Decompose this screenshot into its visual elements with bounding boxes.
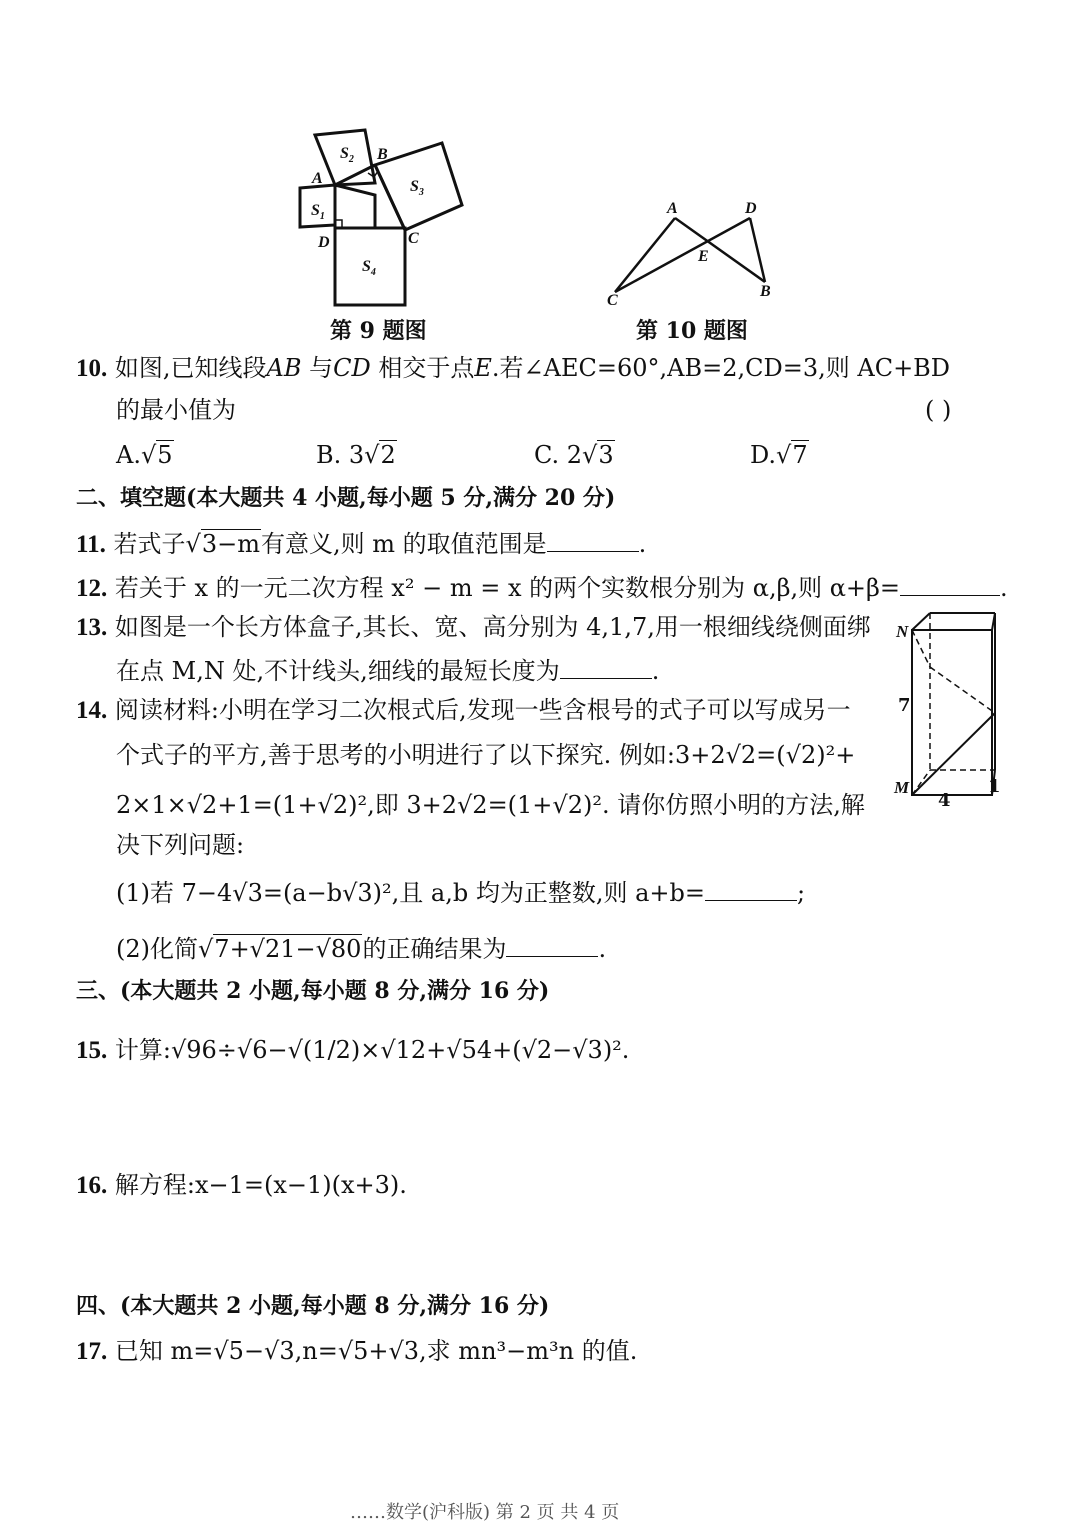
fig9-label-b: B <box>377 146 388 163</box>
section-2-heading: 二、填空题(本大题共 4 小题,每小题 5 分,满分 20 分) <box>76 485 616 511</box>
fig13-label-length: 4 <box>938 790 951 811</box>
option-c: C. 2√3 <box>534 441 614 469</box>
fig10-label-c: C <box>607 292 618 309</box>
question-13-line2: 在点 M,N 处,不计线头,细线的最短长度为 . <box>116 657 660 685</box>
fig10-label-d: D <box>745 200 757 217</box>
question-number: 10. <box>76 355 108 382</box>
fig9-label-s1: $S_1$ <box>311 202 325 223</box>
option-d: D.√7 <box>750 441 808 469</box>
fig9-label-s2: $S_2$ <box>340 145 354 166</box>
fig10-caption: 第 10 题图 <box>636 318 748 344</box>
question-16: 16. 解方程:x−1=(x−1)(x+3). <box>76 1171 407 1199</box>
question-14-part2: (2)化简√7+√21−√80的正确结果为 . <box>116 935 607 963</box>
answer-blank[interactable] <box>506 934 598 957</box>
question-14-part1: (1)若 7−4√3=(a−b√3)²,且 a,b 均为正整数,则 a+b= ; <box>116 879 806 907</box>
fig9-label-s4: $S_4$ <box>362 258 376 279</box>
question-15: 15. 计算:√96÷√6−√(1/2)×√12+√54+(√2−√3)². <box>76 1036 630 1064</box>
question-14-line1: 14. 阅读材料:小明在学习二次根式后,发现一些含根号的式子可以写成另一 <box>76 696 851 724</box>
answer-blank[interactable] <box>900 573 1000 596</box>
question-12: 12. 若关于 x 的一元二次方程 x² − m = x 的两个实数根分别为 α,β,则 α+β= . <box>76 574 1008 602</box>
question-10-line1: 10. 如图,已知线段AB 与CD 相交于点E.若∠AEC=60°,AB=2,CD=3,则 AC+BD <box>76 354 951 382</box>
question-14-line2: 个式子的平方,善于思考的小明进行了以下探究. 例如:3+2√2=(√2)²+ <box>116 741 856 769</box>
fig13-label-height: 7 <box>898 695 911 716</box>
answer-blank[interactable] <box>705 878 797 901</box>
question-10-line2: 的最小值为 <box>116 396 236 424</box>
square-s1 <box>335 185 375 228</box>
option-b: B. 3√2 <box>316 441 396 469</box>
answer-blank[interactable] <box>547 529 639 552</box>
page-footer: ……数学(沪科版) 第 2 页 共 4 页 <box>350 1502 620 1523</box>
question-14-line4: 决下列问题: <box>116 831 245 859</box>
question-17: 17. 已知 m=√5−√3,n=√5+√3,求 mn³−m³n 的值. <box>76 1337 638 1365</box>
fig10-label-a: A <box>667 200 678 217</box>
fig9-label-c: C <box>408 230 419 247</box>
fig13-label-width: 1 <box>988 776 1001 797</box>
fig9-label-d: D <box>318 234 330 251</box>
fig9-label-s3: $S_3$ <box>410 178 424 199</box>
fig9-caption: 第 9 题图 <box>330 318 427 344</box>
section-3-heading: 三、(本大题共 2 小题,每小题 8 分,满分 16 分) <box>76 978 550 1004</box>
answer-blank[interactable] <box>560 656 652 679</box>
option-a: A.√5 <box>116 441 173 469</box>
question-11: 11. 若式子√3−m有意义,则 m 的取值范围是 . <box>76 530 647 558</box>
fig13-label-m: M <box>894 778 910 797</box>
fig13-label-n: N <box>896 622 909 641</box>
fig10-label-b: B <box>760 283 771 300</box>
question-14-line3: 2×1×√2+1=(1+√2)²,即 3+2√2=(1+√2)². 请你仿照小明的方法,解 <box>116 791 865 819</box>
fig9-label-a: A <box>312 170 323 187</box>
fig10-label-e: E <box>698 248 709 265</box>
question-13-line1: 13. 如图是一个长方体盒子,其长、宽、高分别为 4,1,7,用一根细线绕侧面绑 <box>76 613 871 641</box>
section-4-heading: 四、(本大题共 2 小题,每小题 8 分,满分 16 分) <box>76 1293 550 1319</box>
answer-paren: ( ) <box>925 396 952 424</box>
